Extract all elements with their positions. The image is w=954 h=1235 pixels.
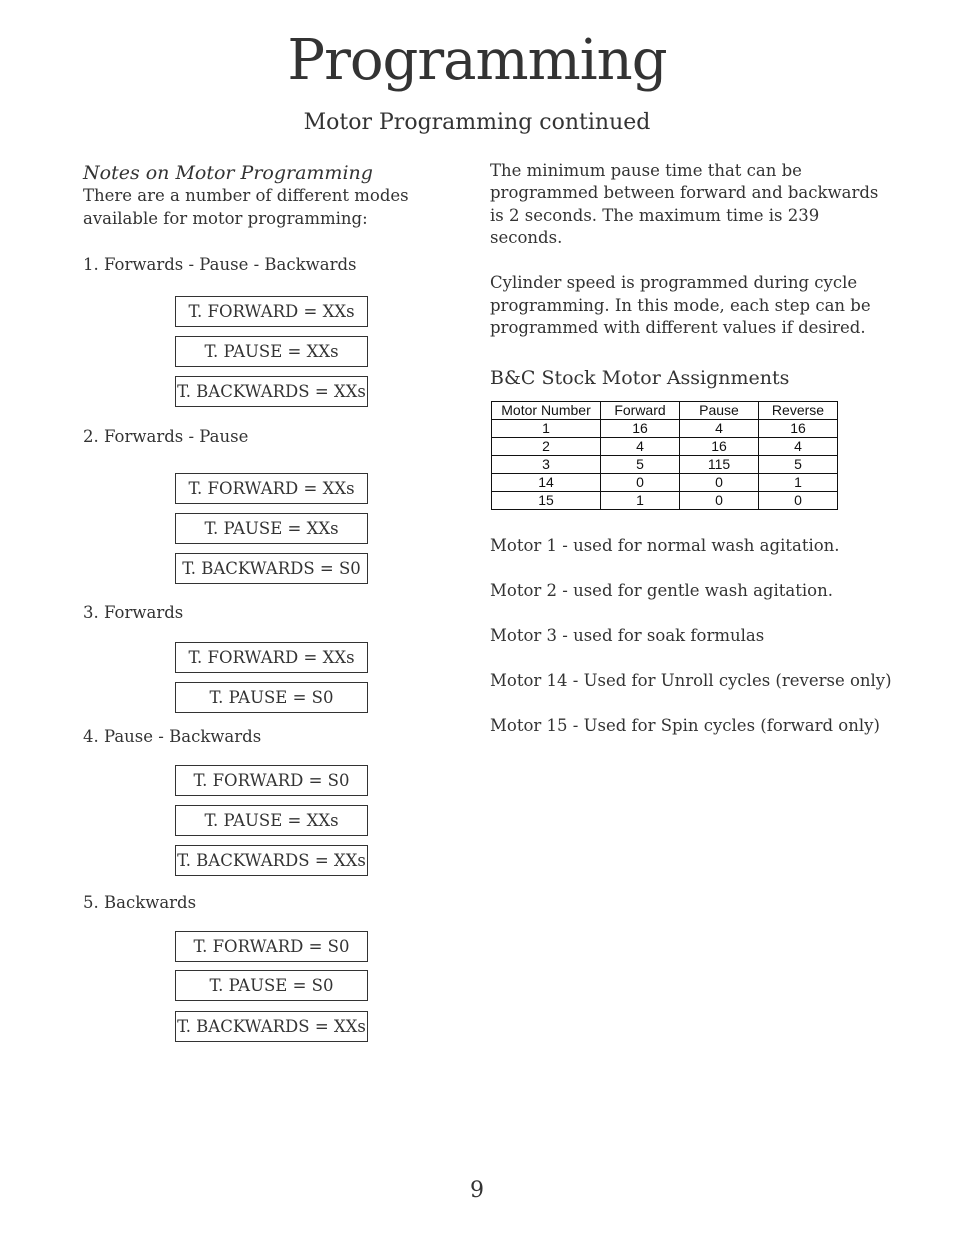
mode-5-forward-box: T. FORWARD = S0 — [175, 931, 368, 962]
table-cell: 5 — [759, 456, 838, 474]
table-cell: 5 — [601, 456, 680, 474]
mode-label-2: 2. Forwards - Pause — [83, 427, 249, 446]
mode-4-forward-box: T. FORWARD = S0 — [175, 765, 368, 796]
table-row — [492, 438, 838, 456]
speed-paragraph-line: Cylinder speed is programmed during cycle — [490, 273, 858, 292]
page-number: 9 — [470, 1178, 484, 1203]
mode-label-5: 5. Backwards — [83, 893, 197, 912]
intro-line: There are a number of different modes — [83, 186, 409, 205]
motor-note-3: Motor 3 - used for soak formulas — [490, 626, 765, 645]
table-cell: 0 — [759, 492, 838, 510]
mode-1-forward-box: T. FORWARD = XXs — [175, 296, 368, 327]
motor-note-15: Motor 15 - Used for Spin cycles (forward only) — [490, 716, 880, 735]
table-cell: 4 — [680, 420, 759, 438]
page-title: Programming — [287, 28, 667, 93]
mode-3-forward-box: T. FORWARD = XXs — [175, 642, 368, 673]
table-cell: 16 — [759, 420, 838, 438]
pause-paragraph-line: The minimum pause time that can be — [490, 161, 802, 180]
speed-paragraph-line: programmed with different values if desired. — [490, 318, 866, 337]
table-cell: 1 — [601, 492, 680, 510]
intro-line: available for motor programming: — [83, 209, 368, 228]
motor-note-14: Motor 14 - Used for Unroll cycles (reverse only) — [490, 671, 892, 690]
mode-1-pause-box: T. PAUSE = XXs — [175, 336, 368, 367]
mode-4-backwards-box: T. BACKWARDS = XXs — [175, 845, 368, 876]
mode-4-pause-box: T. PAUSE = XXs — [175, 805, 368, 836]
table-row — [492, 492, 838, 510]
mode-1-backwards-box: T. BACKWARDS = XXs — [175, 376, 368, 407]
motor-note-2: Motor 2 - used for gentle wash agitation. — [490, 581, 833, 600]
table-cell: 14 — [492, 474, 601, 492]
table-cell: 1 — [492, 420, 601, 438]
mode-5-backwards-box: T. BACKWARDS = XXs — [175, 1011, 368, 1042]
assignments-heading: B&C Stock Motor Assignments — [490, 367, 790, 389]
table-header-cell: Reverse — [759, 402, 838, 420]
table-cell: 0 — [680, 492, 759, 510]
pause-paragraph-line: programmed between forward and backwards — [490, 183, 879, 202]
mode-5-pause-box: T. PAUSE = S0 — [175, 970, 368, 1001]
table-cell: 4 — [759, 438, 838, 456]
mode-2-forward-box: T. FORWARD = XXs — [175, 473, 368, 504]
notes-heading: Notes on Motor Programming — [83, 162, 373, 184]
mode-2-pause-box: T. PAUSE = XXs — [175, 513, 368, 544]
table-cell: 16 — [601, 420, 680, 438]
mode-label-1: 1. Forwards - Pause - Backwards — [83, 255, 357, 274]
table-row — [492, 456, 838, 474]
mode-3-pause-box: T. PAUSE = S0 — [175, 682, 368, 713]
motor-note-1: Motor 1 - used for normal wash agitation. — [490, 536, 840, 555]
table-cell: 16 — [680, 438, 759, 456]
table-header-row — [492, 402, 838, 420]
speed-paragraph-line: programming. In this mode, each step can be — [490, 296, 871, 315]
pause-paragraph-line: seconds. — [490, 228, 563, 247]
mode-label-3: 3. Forwards — [83, 603, 184, 622]
table-cell: 1 — [759, 474, 838, 492]
table-row — [492, 420, 838, 438]
table-cell: 2 — [492, 438, 601, 456]
table-row — [492, 474, 838, 492]
table-header-cell: Motor Number — [492, 402, 601, 420]
table-cell: 15 — [492, 492, 601, 510]
mode-label-4: 4. Pause - Backwards — [83, 727, 262, 746]
table-cell: 0 — [601, 474, 680, 492]
page-subtitle: Motor Programming continued — [303, 110, 651, 135]
pause-paragraph-line: is 2 seconds. The maximum time is 239 — [490, 206, 820, 225]
mode-2-backwards-box: T. BACKWARDS = S0 — [175, 553, 368, 584]
table-header-cell: Forward — [601, 402, 680, 420]
motor-assignments-table — [491, 401, 838, 510]
table-cell: 115 — [680, 456, 759, 474]
table-cell: 3 — [492, 456, 601, 474]
table-cell: 4 — [601, 438, 680, 456]
table-cell: 0 — [680, 474, 759, 492]
table-header-cell: Pause — [680, 402, 759, 420]
